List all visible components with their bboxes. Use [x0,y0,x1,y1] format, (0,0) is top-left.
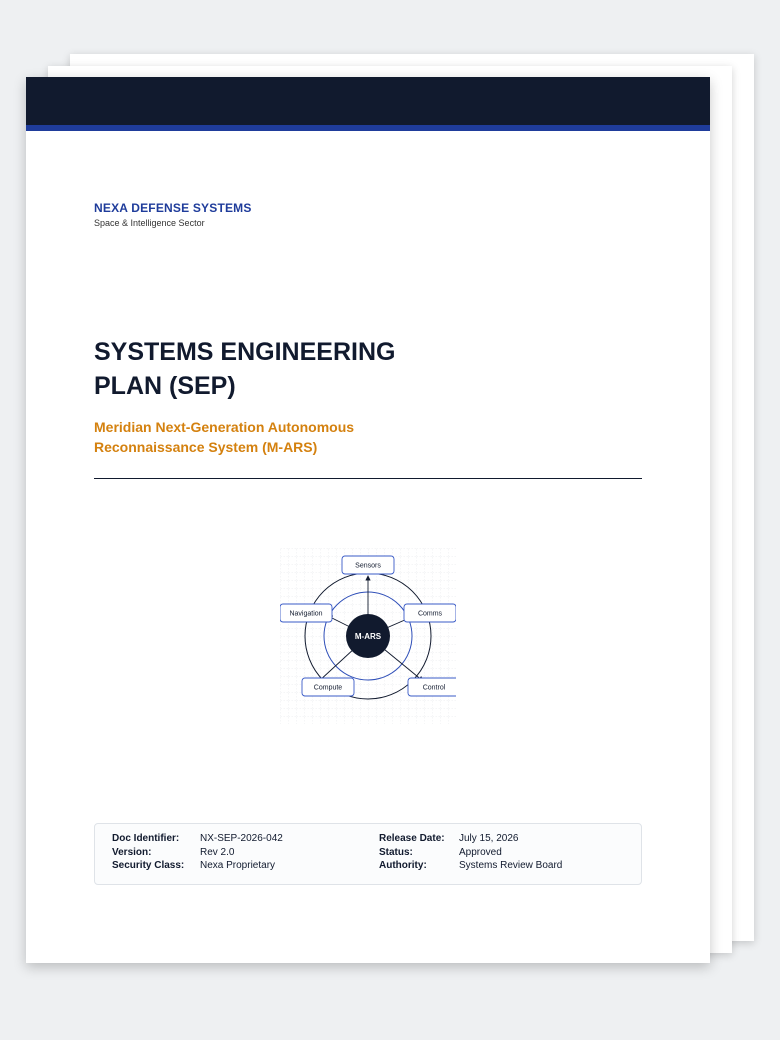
header-band [26,77,710,125]
document-metadata-panel [94,823,642,885]
meta-value: July 15, 2026 [459,833,519,844]
meta-value: Approved [459,847,502,858]
node-control-label: Control [422,684,446,692]
node-navigation-label: Navigation [289,610,323,618]
title-line-2: PLAN (SEP) [94,372,236,400]
node-comms [404,604,456,622]
meta-value: Rev 2.0 [200,847,235,858]
subtitle-line-1: Meridian Next-Generation Autonomous [94,419,355,435]
meta-label: Doc Identifier: [112,833,180,844]
organization-sector: Space & Intelligence Sector [94,218,205,228]
organization-block [94,201,252,228]
subtitle-line-2: Reconnaissance System (M-ARS) [94,439,318,455]
title-divider [94,478,642,479]
center-hub-label: M-ARS [354,632,382,641]
meta-value: Nexa Proprietary [200,860,276,871]
meta-value: NX-SEP-2026-042 [200,833,283,844]
node-comms-label: Comms [417,610,443,618]
document-subtitle [94,417,514,457]
node-navigation [280,604,332,622]
node-compute-label: Compute [313,684,343,692]
meta-label: Release Date: [379,833,445,844]
organization-name: NEXA DEFENSE SYSTEMS [94,201,252,215]
document-title [94,335,514,403]
node-sensors [342,556,394,574]
node-compute [302,678,354,696]
node-control [408,678,456,696]
title-line-1: SYSTEMS ENGINEERING [94,338,396,366]
meta-label: Authority: [379,860,427,871]
header-accent-stripe [26,125,710,131]
document-cover-page [26,77,710,963]
meta-label: Security Class: [112,860,185,871]
meta-value: Systems Review Board [459,860,563,871]
system-architecture-diagram [280,548,456,724]
meta-label: Status: [379,847,413,858]
meta-label: Version: [112,847,152,858]
node-sensors-label: Sensors [355,562,381,570]
